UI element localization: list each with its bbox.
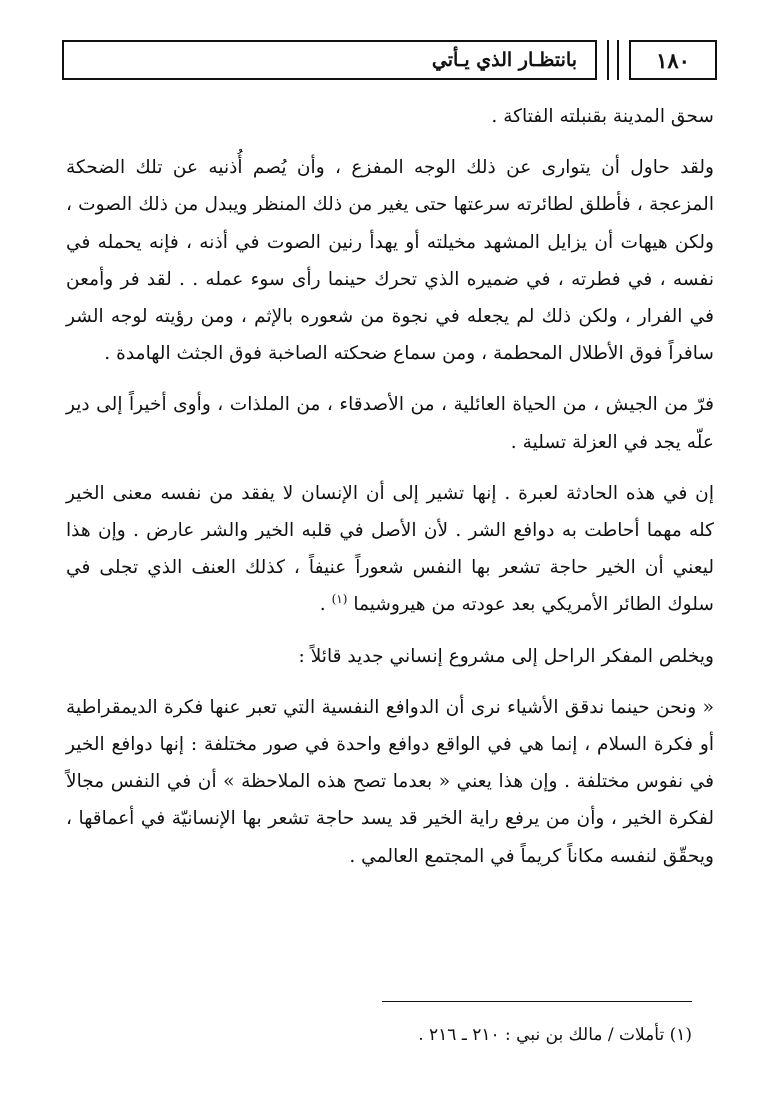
header-divider-space-2 [597, 40, 607, 80]
header-double-rule [607, 40, 619, 80]
page-body [66, 98, 714, 889]
paragraph-4-text: إن في هذه الحادثة لعبرة . إنها تشير إلى أن الإنسان لا يفقد من نفسه معنى الخير كله مهما أحاطت به دوافع الشر . لأن الأصل في قلبه الخير والشر عارض . وإن هذا ليعني أن الخير حاجة تشعر بها النفس شعوراً عنيفاً ، كذلك العنف الذي تجلى في سلوك الطائر الأمريكي بعد عودته من هيروشيما [66, 482, 714, 616]
paragraph-4-end: . [319, 594, 332, 616]
footnote-marker[interactable]: (١) [331, 592, 348, 607]
footnote: (١) تأملات / مالك بن نبي : ٢١٠ ـ ٢١٦ . [418, 1025, 692, 1045]
page-number: ١٨٠ [629, 40, 717, 80]
paragraph-6-quote: « ونحن حينما ندقق الأشياء نرى أن الدوافع النفسية التي تعبر عنها فكرة الديمقراطية أو فكرة السلام ، إنما هي في الواقع دوافع واحدة في صور مختلفة : إنها دوافع الخير في نفوس مختلفة . وإن هذا يعني « بعدما تصح هذه الملاحظة » أن في النفس مجالاً لفكرة الخير ، وأن من يرفع راية الخير قد يسد حاجة تشعر بها الإنسانيّة في أعماقها ، ويحقّق لنفسه مكاناً كريماً في المجتمع العالمي . [66, 696, 714, 867]
running-title: بانتظـار الذي يـأتي [62, 40, 597, 80]
footnote-separator [382, 1001, 692, 1002]
paragraph-4 [66, 475, 714, 624]
paragraph-1: سحق المدينة بقنبلته الفتاكة . [491, 106, 714, 127]
header-divider-space [619, 40, 629, 80]
paragraph-2: ولقد حاول أن يتوارى عن ذلك الوجه المفزع ، وأن يُصم أُذنيه عن تلك الضحكة المزعجة ، فأطلق لطائرته سرعتها حتى يغير من ذلك المنظر ويبدل من ذلك الصوت ، ولكن هيهات أن يزايل المشهد مخيلته أو يهدأ رنين الصوت في أذنه ، فإنه يحمله في نفسه ، في فطرته ، في ضميره الذي تحرك حينما رأى سوء عمله . . لقد فر وأمعن في الفرار ، ولكن ذلك لم يجعله في نجوة من شعوره بالإثم ، ومن رؤيته لوجه الشر سافراً فوق الأطلال المحطمة ، ومن سماع ضحكته الصاخبة فوق الجثث الهامدة . [66, 157, 714, 365]
paragraph-5: ويخلص المفكر الراحل إلى مشروع إنساني جديد قائلاً : [298, 645, 714, 667]
paragraph-3: فرّ من الجيش ، من الحياة العائلية ، من الأصدقاء ، من الملذات ، وأوى أخيراً إلى دير علّه يجد في العزلة تسلية . [66, 394, 714, 453]
running-header [62, 40, 717, 80]
